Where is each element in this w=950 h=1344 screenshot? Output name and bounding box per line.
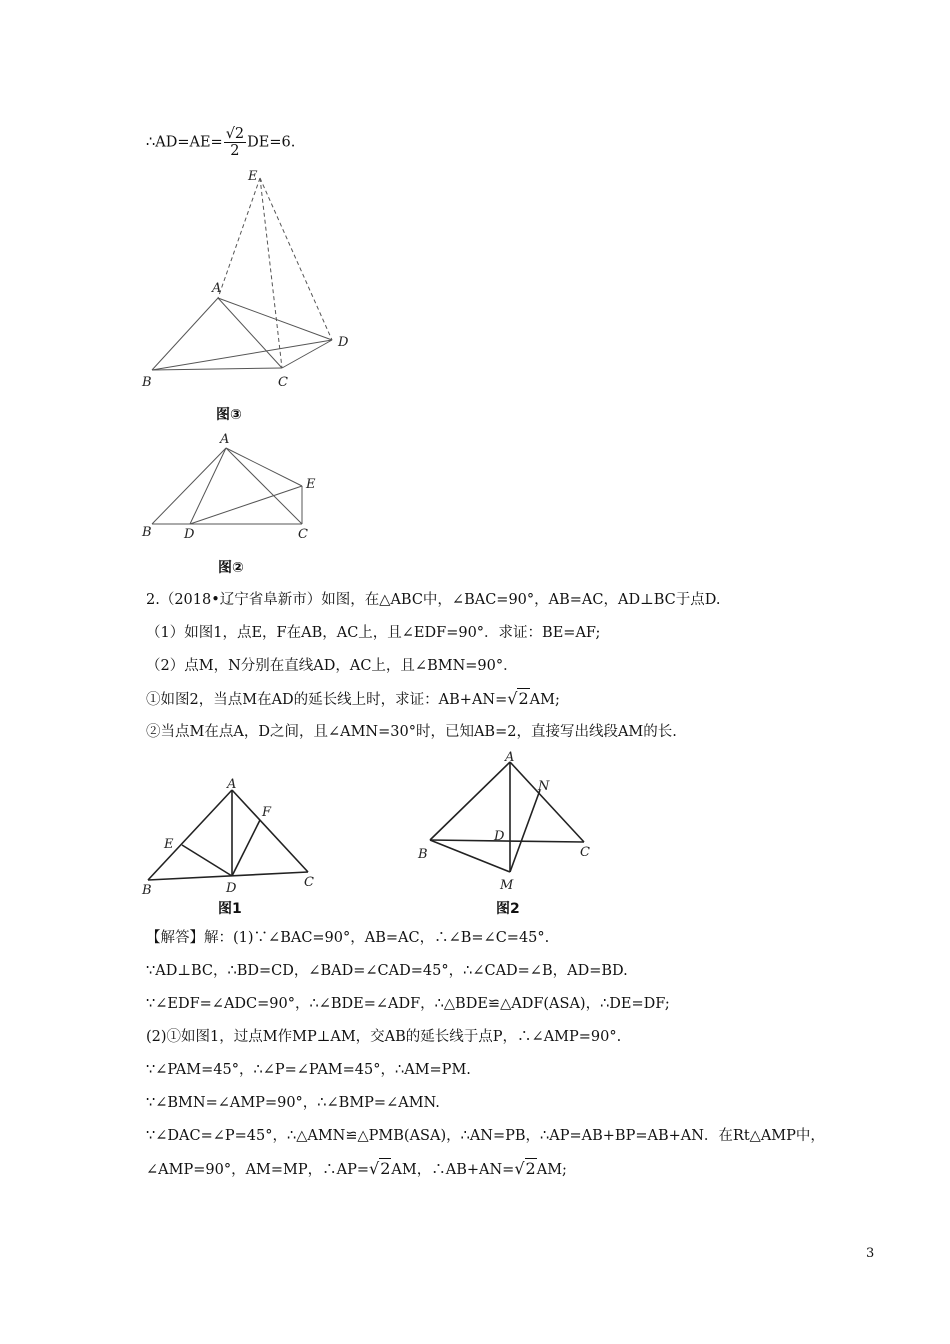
solution-line-7: ∵∠DAC=∠P=45°，∴△AMN≌△PMB(ASA)，∴AN=PB，∴AP=AB+BP=AB+AN．在Rt△AMP中， [146, 1128, 825, 1144]
label-c: C [304, 875, 314, 890]
segment-bm [430, 840, 510, 872]
top-formula-line [146, 126, 295, 159]
segment-bc [152, 368, 282, 370]
segment-ad [190, 448, 226, 524]
label-b: B [142, 525, 152, 540]
solution-line-5: ∵∠PAM=45°，∴∠P=∠PAM=45°，∴AM=PM. [146, 1062, 471, 1078]
page-number: 3 [866, 1246, 875, 1261]
segment-ac [232, 790, 308, 872]
label-a: A [220, 432, 230, 447]
line-8-mid: AM，∴AB+AN= [391, 1162, 515, 1178]
label-d: D [494, 829, 505, 844]
label-m: M [500, 878, 514, 893]
figure-2-diagram [130, 428, 330, 548]
label-c: C [298, 527, 308, 542]
label-e: E [164, 837, 174, 852]
label-n: N [538, 779, 550, 794]
label-c: C [278, 375, 288, 390]
solution-line-2: ∵AD⊥BC，∴BD=CD，∠BAD=∠CAD=45°，∴∠CAD=∠B，AD=BD. [146, 963, 628, 979]
segment-ab [152, 298, 218, 370]
figure-1-diagram [136, 772, 336, 902]
sqrt-symbol: √2 [507, 689, 529, 708]
segment-ed [260, 178, 332, 340]
segment-bc [430, 840, 584, 842]
label-b: B [142, 375, 152, 390]
solution-line-6: ∵∠BMN=∠AMP=90°，∴∠BMP=∠AMN. [146, 1095, 440, 1111]
figure-3-caption: 图③ [216, 407, 242, 423]
label-d: D [184, 527, 195, 542]
problem-part-2: （2）点M，N分别在直线AD，AC上，且∠BMN=90°． [146, 658, 518, 674]
figure-2-caption: 图② [218, 560, 244, 576]
sqrt-radicand: 2 [518, 689, 529, 708]
problem-part-2a [146, 689, 560, 710]
label-e: E [248, 169, 258, 184]
solution-line-8 [146, 1159, 567, 1180]
line-8-prefix: ∠AMP=90°，AM=MP，∴AP= [146, 1162, 370, 1178]
formula-suffix: DE=6. [247, 134, 296, 151]
fraction [224, 126, 246, 159]
segment-ec [260, 178, 282, 368]
solution-line-3: ∵∠EDF=∠ADC=90°，∴∠BDE=∠ADF，∴△BDE≌△ADF(ASA)，∴DE=DF; [146, 996, 670, 1012]
sqrt-radicand-2: 2 [525, 1159, 536, 1178]
segment-de [190, 486, 302, 524]
part-2a-suffix: AM; [529, 692, 560, 708]
label-a: A [212, 281, 222, 296]
solution-line-4: (2)①如图1，过点M作MP⊥AM，交AB的延长线于点P，∴∠AMP=90°. [146, 1029, 622, 1045]
label-f: F [262, 805, 272, 820]
segment-fd [232, 820, 260, 876]
sqrt-symbol: √2 [369, 1159, 391, 1178]
segment-mn [510, 790, 540, 872]
label-a: A [227, 777, 237, 792]
sqrt-radicand: 2 [380, 1159, 391, 1178]
figure-3-diagram [130, 160, 370, 400]
segment-ab [148, 790, 232, 880]
segment-ac [226, 448, 302, 524]
label-b: B [418, 847, 428, 862]
figure-2b-caption: 图2 [496, 901, 520, 917]
fraction-numerator: √2 [225, 126, 245, 142]
fraction-denominator: 2 [230, 143, 240, 159]
problem-part-1: （1）如图1，点E，F在AB，AC上，且∠EDF=90°．求证：BE=AF; [146, 625, 601, 641]
line-8-suffix: AM; [536, 1162, 567, 1178]
label-d: D [226, 881, 237, 896]
label-d: D [338, 335, 349, 350]
segment-ab [152, 448, 226, 524]
segment-ea [218, 178, 260, 298]
segment-ac [510, 762, 584, 842]
formula-prefix: ∴AD=AE= [146, 134, 223, 151]
segment-ed [182, 845, 232, 876]
label-a: A [505, 750, 515, 765]
figure-1-caption: 图1 [218, 901, 242, 917]
solution-line-1: 【解答】解：(1)∵∠BAC=90°，AB=AC，∴∠B=∠C=45°. [146, 930, 550, 946]
label-e: E [306, 477, 316, 492]
figure-2b-diagram [410, 748, 610, 898]
problem-stem: 2.（2018•辽宁省阜新市）如图，在△ABC中，∠BAC=90°，AB=AC，AD⊥BC于点D. [146, 592, 721, 608]
sqrt-symbol-2: √2 [514, 1159, 536, 1178]
segment-ae [226, 448, 302, 486]
label-b: B [142, 883, 152, 898]
label-c: C [580, 845, 590, 860]
part-2a-prefix: ①如图2，当点M在AD的延长线上时，求证：AB+AN= [146, 692, 508, 708]
problem-part-2b: ②当点M在点A，D之间，且∠AMN=30°时，已知AB=2，直接写出线段AM的长. [146, 724, 677, 740]
